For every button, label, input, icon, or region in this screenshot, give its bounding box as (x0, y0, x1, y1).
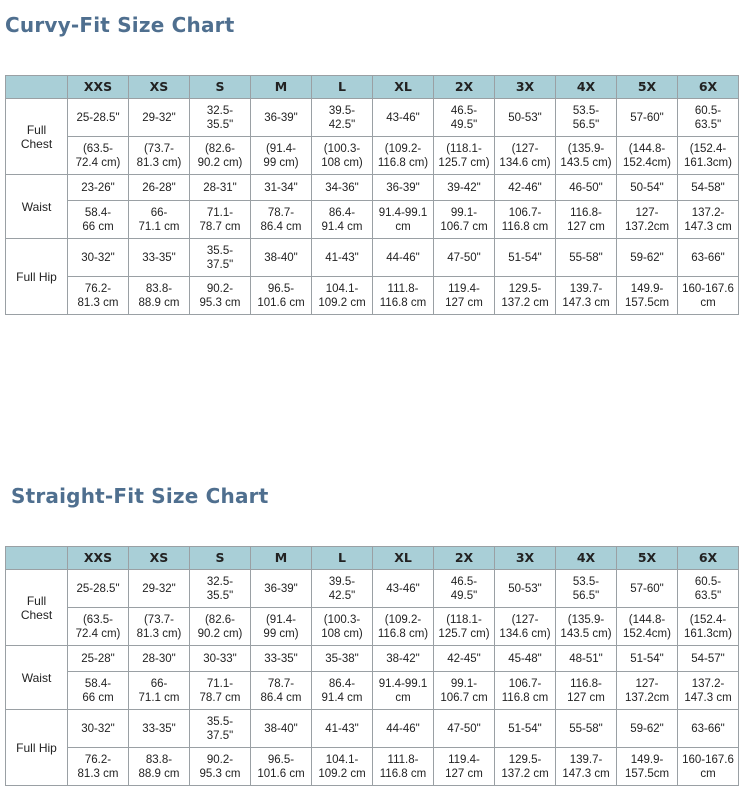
straight-fit-title: Straight-Fit Size Chart (11, 484, 269, 508)
size-header-row (6, 547, 739, 570)
full-hip-inches-cell: 63-66" (678, 710, 739, 748)
full-hip-inches-cell: 35.5- 37.5" (190, 710, 251, 748)
waist-cm-cell: 106.7- 116.8 cm (495, 201, 556, 239)
size-header-xs: XS (129, 547, 190, 570)
waist-cm-cell: 58.4- 66 cm (68, 672, 129, 710)
curvy-fit-title: Curvy-Fit Size Chart (5, 13, 235, 37)
waist-cm-cell: 78.7- 86.4 cm (251, 672, 312, 710)
full-chest-inches-cell: 46.5- 49.5" (434, 570, 495, 608)
size-header-5x: 5X (617, 547, 678, 570)
full-chest-inches-cell: 53.5- 56.5" (556, 570, 617, 608)
full-hip-cm-cell: 119.4- 127 cm (434, 748, 495, 786)
waist-cm-cell: 127- 137.2cm (617, 672, 678, 710)
full-hip-inches-cell: 51-54" (495, 710, 556, 748)
full-hip-inches-cell: 38-40" (251, 710, 312, 748)
full-hip-inches-cell: 30-32" (68, 239, 129, 277)
waist-inches-cell: 50-54" (617, 175, 678, 201)
row-label-full-hip: Full Hip (6, 239, 68, 315)
size-header-s: S (190, 76, 251, 99)
waist-inches-cell: 54-57" (678, 646, 739, 672)
full-hip-cm-row (6, 277, 739, 315)
full-hip-cm-cell: 104.1- 109.2 cm (312, 277, 373, 315)
waist-cm-cell: 127- 137.2cm (617, 201, 678, 239)
full-hip-inches-cell: 55-58" (556, 239, 617, 277)
waist-cm-cell: 91.4-99.1 cm (373, 201, 434, 239)
full-chest-cm-cell: (127- 134.6 cm) (495, 608, 556, 646)
full-hip-inches-cell: 30-32" (68, 710, 129, 748)
waist-inches-cell: 23-26" (68, 175, 129, 201)
full-hip-cm-cell: 129.5- 137.2 cm (495, 277, 556, 315)
row-label-waist: Waist (6, 175, 68, 239)
full-hip-inches-row (6, 710, 739, 748)
full-hip-inches-cell: 63-66" (678, 239, 739, 277)
full-chest-cm-cell: (135.9- 143.5 cm) (556, 137, 617, 175)
waist-cm-cell: 78.7- 86.4 cm (251, 201, 312, 239)
row-label-full-chest: Full Chest (6, 570, 68, 646)
full-chest-inches-cell: 43-46" (373, 99, 434, 137)
full-hip-cm-cell: 160-167.6 cm (678, 277, 739, 315)
full-hip-cm-cell: 83.8- 88.9 cm (129, 748, 190, 786)
full-chest-cm-cell: (73.7- 81.3 cm) (129, 608, 190, 646)
full-chest-cm-cell: (118.1- 125.7 cm) (434, 137, 495, 175)
waist-cm-cell: 116.8- 127 cm (556, 201, 617, 239)
waist-inches-cell: 38-42" (373, 646, 434, 672)
full-chest-cm-cell: (135.9- 143.5 cm) (556, 608, 617, 646)
full-hip-cm-cell: 90.2- 95.3 cm (190, 277, 251, 315)
full-hip-inches-cell: 55-58" (556, 710, 617, 748)
full-hip-cm-cell: 96.5- 101.6 cm (251, 748, 312, 786)
waist-inches-cell: 31-34" (251, 175, 312, 201)
full-chest-cm-cell: (63.5- 72.4 cm) (68, 608, 129, 646)
full-hip-cm-cell: 83.8- 88.9 cm (129, 277, 190, 315)
full-chest-cm-cell: (118.1- 125.7 cm) (434, 608, 495, 646)
full-chest-inches-cell: 39.5- 42.5" (312, 570, 373, 608)
size-header-2x: 2X (434, 76, 495, 99)
waist-cm-cell: 91.4-99.1 cm (373, 672, 434, 710)
waist-inches-cell: 42-46" (495, 175, 556, 201)
waist-cm-row (6, 672, 739, 710)
waist-inches-row (6, 175, 739, 201)
full-hip-cm-cell: 111.8- 116.8 cm (373, 277, 434, 315)
waist-cm-cell: 116.8- 127 cm (556, 672, 617, 710)
waist-inches-row (6, 646, 739, 672)
full-chest-inches-cell: 32.5- 35.5" (190, 570, 251, 608)
full-chest-inches-cell: 53.5- 56.5" (556, 99, 617, 137)
full-hip-cm-row (6, 748, 739, 786)
full-hip-inches-cell: 33-35" (129, 710, 190, 748)
full-hip-cm-cell: 90.2- 95.3 cm (190, 748, 251, 786)
waist-cm-cell: 66- 71.1 cm (129, 201, 190, 239)
full-chest-cm-cell: (144.8- 152.4cm) (617, 608, 678, 646)
waist-inches-cell: 28-30" (129, 646, 190, 672)
row-label-waist: Waist (6, 646, 68, 710)
size-header-m: M (251, 547, 312, 570)
full-chest-inches-cell: 57-60" (617, 570, 678, 608)
full-chest-cm-cell: (100.3- 108 cm) (312, 608, 373, 646)
straight-fit-size-table (5, 546, 739, 786)
waist-inches-cell: 42-45" (434, 646, 495, 672)
size-header-4x: 4X (556, 547, 617, 570)
full-chest-cm-cell: (73.7- 81.3 cm) (129, 137, 190, 175)
curvy-fit-size-table (5, 75, 739, 315)
full-hip-cm-cell: 96.5- 101.6 cm (251, 277, 312, 315)
full-chest-cm-cell: (82.6- 90.2 cm) (190, 608, 251, 646)
corner-cell (6, 547, 68, 570)
size-header-l: L (312, 76, 373, 99)
full-hip-cm-cell: 139.7- 147.3 cm (556, 748, 617, 786)
full-chest-inches-cell: 50-53" (495, 570, 556, 608)
waist-inches-cell: 48-51" (556, 646, 617, 672)
waist-cm-cell: 106.7- 116.8 cm (495, 672, 556, 710)
size-header-xl: XL (373, 76, 434, 99)
full-chest-cm-cell: (82.6- 90.2 cm) (190, 137, 251, 175)
full-hip-cm-cell: 76.2- 81.3 cm (68, 748, 129, 786)
full-hip-cm-cell: 104.1- 109.2 cm (312, 748, 373, 786)
size-header-xs: XS (129, 76, 190, 99)
waist-cm-cell: 99.1- 106.7 cm (434, 672, 495, 710)
full-hip-inches-cell: 44-46" (373, 710, 434, 748)
size-header-xl: XL (373, 547, 434, 570)
full-chest-inches-cell: 46.5- 49.5" (434, 99, 495, 137)
size-header-m: M (251, 76, 312, 99)
full-chest-inches-cell: 60.5- 63.5" (678, 570, 739, 608)
waist-inches-cell: 28-31" (190, 175, 251, 201)
size-header-5x: 5X (617, 76, 678, 99)
full-chest-inches-cell: 32.5- 35.5" (190, 99, 251, 137)
full-hip-inches-row (6, 239, 739, 277)
full-chest-inches-cell: 36-39" (251, 99, 312, 137)
full-chest-cm-cell: (127- 134.6 cm) (495, 137, 556, 175)
waist-cm-cell: 137.2- 147.3 cm (678, 672, 739, 710)
full-chest-cm-cell: (91.4- 99 cm) (251, 137, 312, 175)
waist-inches-cell: 46-50" (556, 175, 617, 201)
waist-inches-cell: 45-48" (495, 646, 556, 672)
size-header-l: L (312, 547, 373, 570)
waist-cm-cell: 58.4- 66 cm (68, 201, 129, 239)
waist-inches-cell: 51-54" (617, 646, 678, 672)
full-hip-inches-cell: 41-43" (312, 710, 373, 748)
waist-cm-cell: 66- 71.1 cm (129, 672, 190, 710)
full-hip-inches-cell: 33-35" (129, 239, 190, 277)
waist-cm-row (6, 201, 739, 239)
waist-cm-cell: 86.4- 91.4 cm (312, 672, 373, 710)
waist-inches-cell: 26-28" (129, 175, 190, 201)
full-hip-cm-cell: 111.8- 116.8 cm (373, 748, 434, 786)
full-hip-inches-cell: 38-40" (251, 239, 312, 277)
waist-inches-cell: 35-38" (312, 646, 373, 672)
waist-inches-cell: 39-42" (434, 175, 495, 201)
size-header-3x: 3X (495, 76, 556, 99)
full-chest-inches-cell: 39.5- 42.5" (312, 99, 373, 137)
full-chest-cm-row (6, 137, 739, 175)
full-hip-inches-cell: 59-62" (617, 239, 678, 277)
full-chest-inches-row (6, 99, 739, 137)
size-header-row (6, 76, 739, 99)
full-chest-inches-cell: 43-46" (373, 570, 434, 608)
waist-inches-cell: 36-39" (373, 175, 434, 201)
full-hip-cm-cell: 76.2- 81.3 cm (68, 277, 129, 315)
full-hip-inches-cell: 41-43" (312, 239, 373, 277)
full-chest-cm-cell: (152.4- 161.3cm) (678, 137, 739, 175)
waist-inches-cell: 25-28" (68, 646, 129, 672)
row-label-full-chest: Full Chest (6, 99, 68, 175)
waist-inches-cell: 33-35" (251, 646, 312, 672)
full-chest-inches-cell: 36-39" (251, 570, 312, 608)
full-hip-inches-cell: 44-46" (373, 239, 434, 277)
full-hip-cm-cell: 129.5- 137.2 cm (495, 748, 556, 786)
waist-cm-cell: 71.1- 78.7 cm (190, 201, 251, 239)
full-chest-cm-cell: (109.2- 116.8 cm) (373, 608, 434, 646)
waist-cm-cell: 137.2- 147.3 cm (678, 201, 739, 239)
full-hip-cm-cell: 149.9- 157.5cm (617, 277, 678, 315)
waist-cm-cell: 71.1- 78.7 cm (190, 672, 251, 710)
full-hip-cm-cell: 160-167.6 cm (678, 748, 739, 786)
full-hip-inches-cell: 35.5- 37.5" (190, 239, 251, 277)
full-chest-cm-cell: (152.4- 161.3cm) (678, 608, 739, 646)
waist-cm-cell: 99.1- 106.7 cm (434, 201, 495, 239)
full-chest-cm-cell: (109.2- 116.8 cm) (373, 137, 434, 175)
full-chest-inches-cell: 60.5- 63.5" (678, 99, 739, 137)
full-chest-cm-cell: (91.4- 99 cm) (251, 608, 312, 646)
waist-inches-cell: 34-36" (312, 175, 373, 201)
full-hip-cm-cell: 139.7- 147.3 cm (556, 277, 617, 315)
full-hip-inches-cell: 47-50" (434, 710, 495, 748)
full-hip-inches-cell: 59-62" (617, 710, 678, 748)
full-chest-inches-cell: 25-28.5" (68, 99, 129, 137)
full-chest-cm-row (6, 608, 739, 646)
full-hip-inches-cell: 47-50" (434, 239, 495, 277)
full-chest-inches-cell: 50-53" (495, 99, 556, 137)
full-hip-cm-cell: 119.4- 127 cm (434, 277, 495, 315)
full-chest-cm-cell: (100.3- 108 cm) (312, 137, 373, 175)
size-header-4x: 4X (556, 76, 617, 99)
waist-cm-cell: 86.4- 91.4 cm (312, 201, 373, 239)
full-chest-inches-cell: 25-28.5" (68, 570, 129, 608)
full-chest-inches-cell: 29-32" (129, 570, 190, 608)
full-chest-cm-cell: (144.8- 152.4cm) (617, 137, 678, 175)
size-header-s: S (190, 547, 251, 570)
size-header-3x: 3X (495, 547, 556, 570)
row-label-full-hip: Full Hip (6, 710, 68, 786)
full-chest-inches-row (6, 570, 739, 608)
full-hip-cm-cell: 149.9- 157.5cm (617, 748, 678, 786)
full-chest-inches-cell: 57-60" (617, 99, 678, 137)
waist-inches-cell: 30-33" (190, 646, 251, 672)
corner-cell (6, 76, 68, 99)
full-chest-cm-cell: (63.5- 72.4 cm) (68, 137, 129, 175)
full-chest-inches-cell: 29-32" (129, 99, 190, 137)
size-header-6x: 6X (678, 76, 739, 99)
size-header-6x: 6X (678, 547, 739, 570)
size-header-2x: 2X (434, 547, 495, 570)
waist-inches-cell: 54-58" (678, 175, 739, 201)
size-header-xxs: XXS (68, 76, 129, 99)
size-header-xxs: XXS (68, 547, 129, 570)
full-hip-inches-cell: 51-54" (495, 239, 556, 277)
